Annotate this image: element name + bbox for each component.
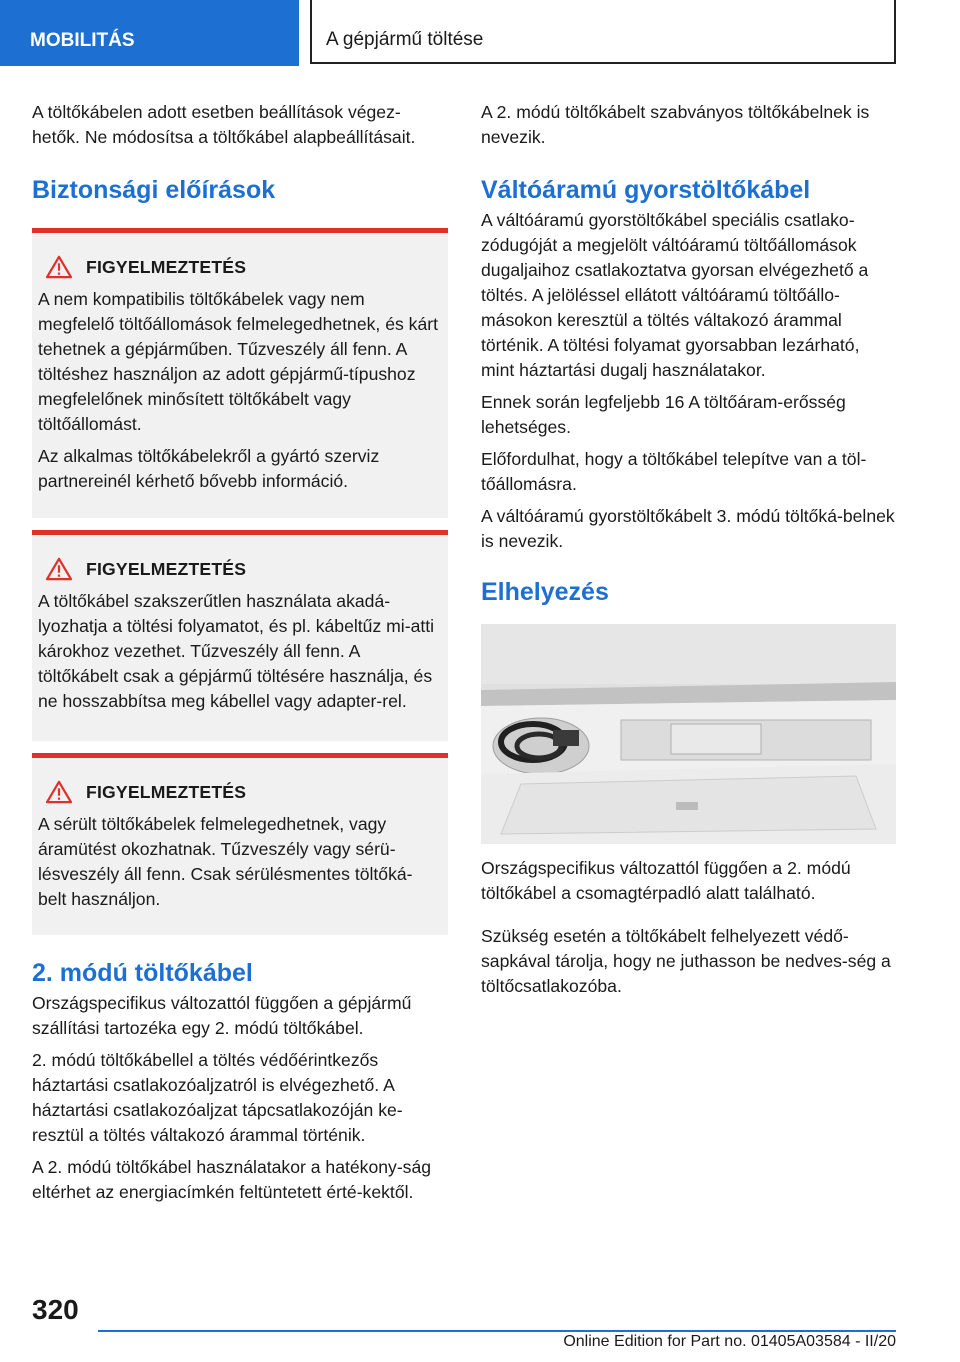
- warning-box: [32, 753, 448, 935]
- warning-text: A sérült töltőkábelek felmelegedhetnek, vagy áramütést okozhatnak. Tűzveszély vagy sérü-lésveszély áll fenn. Csak sérülésmentes töltőká-belt használjon.: [38, 814, 413, 909]
- page-number: 320: [32, 1294, 79, 1325]
- warning-triangle-icon: [44, 255, 74, 279]
- mode2-text: Országspecifikus változattól függően a gépjármű szállítási tartozéka egy 2. módú töltőkábel.: [32, 993, 412, 1038]
- left-column: [32, 100, 448, 1212]
- warning-triangle-icon: [44, 557, 74, 581]
- location-text: Országspecifikus változattól függően a 2. módú töltőkábel a csomagtérpadló alatt található.: [481, 858, 851, 903]
- ac-text: Előfordulhat, hogy a töltőkábel telepítve van a töl-tőállomásra.: [481, 449, 867, 494]
- warning-text: A nem kompatibilis töltőkábelek vagy nem megfelelő töltőállomások felmelegedhetnek, és kárt tehetnek a gépjárműben. Tűzveszély áll fenn. A töltéshez használjon az adott gépjármű-típushoz megfelelőnek minősített töltőkábelt vagy töltőállomást.: [38, 289, 438, 434]
- ac-text: A váltóáramú gyorstöltőkábelt 3. módú töltőká-belnek is nevezik.: [481, 506, 895, 551]
- warning-title: FIGYELMEZTETÉS: [86, 256, 247, 277]
- warning-header: [38, 557, 440, 581]
- warning-text: A töltőkábel szakszerűtlen használata akadá-lyozhatja a töltési folyamatot, és pl. kábeltűz mi-atti károkhoz vezethet. Tűzveszély áll fenn. A töltőkábelt csak a gépjármű töltésére használja, és ne hosszabbítsa meg kábellel vagy adapter-rel.: [38, 591, 435, 711]
- safety-heading: Biztonsági előírások: [32, 176, 276, 204]
- warning-triangle-icon: [44, 780, 74, 804]
- footer-edition: Online Edition for Part no. 01405A03584 - II/20: [563, 1333, 896, 1350]
- ac-text: Ennek során legfeljebb 16 A töltőáram-erősség lehetséges.: [481, 392, 846, 437]
- mode2-heading: 2. módú töltőkábel: [32, 959, 253, 987]
- warning-title: FIGYELMEZTETÉS: [86, 781, 247, 802]
- ac-text: A váltóáramú gyorstöltőkábel speciális csatlako-zódugóját a megjelölt váltóáramú töltőállomások dugaljaihoz csatlakoztatva gyorsan elvégezhető a töltés. A jelöléssel ellátott váltóáramú töltőállo-másokon keresztül a töltés váltakozó árammal történik. A töltési folyamat gyorsabban lezárható, mint háztartási dugalj használatakor.: [481, 210, 869, 380]
- section-tab[interactable]: MOBILITÁS: [0, 0, 299, 66]
- chapter-tab[interactable]: A gépjármű töltése: [310, 0, 896, 64]
- warning-header: [38, 780, 440, 804]
- right-column: [481, 100, 897, 1006]
- ac-heading: Váltóáramú gyorstöltőkábel: [481, 176, 811, 204]
- warning-box: [32, 530, 448, 741]
- intro-text: A töltőkábelen adott esetben beállítások végez- hetők. Ne módosítsa a töltőkábel alapbeállításait.: [32, 102, 416, 147]
- footer-divider: [98, 1330, 896, 1332]
- warning-header: [38, 255, 440, 279]
- location-heading: Elhelyezés: [481, 578, 609, 606]
- mode2-text: A 2. módú töltőkábel használatakor a hatékony-ság eltérhet az energiacímkén feltüntetett érté-kektől.: [32, 1157, 432, 1202]
- location-text: Szükség esetén a töltőkábelt felhelyezett védő-sapkával tárolja, hogy ne juthasson be nedves-ség a töltőcsatlakozóba.: [481, 926, 891, 996]
- warning-box: [32, 228, 448, 518]
- warning-text: Az alkalmas töltőkábelekről a gyártó szerviz partnereinél kérhető bővebb információ.: [38, 446, 380, 491]
- intro-text: A 2. módú töltőkábelt szabványos töltőkábelnek is nevezik.: [481, 102, 870, 147]
- trunk-photo: [481, 624, 896, 844]
- warning-title: FIGYELMEZTETÉS: [86, 558, 247, 579]
- page-header: [0, 0, 960, 66]
- mode2-text: 2. módú töltőkábellel a töltés védőérintkezős háztartási csatlakozóaljzatról is elvégezhető. A háztartási csatlakozóaljzat tápcsatlakozóján ke-resztül a töltés váltakozó árammal történik.: [32, 1050, 403, 1145]
